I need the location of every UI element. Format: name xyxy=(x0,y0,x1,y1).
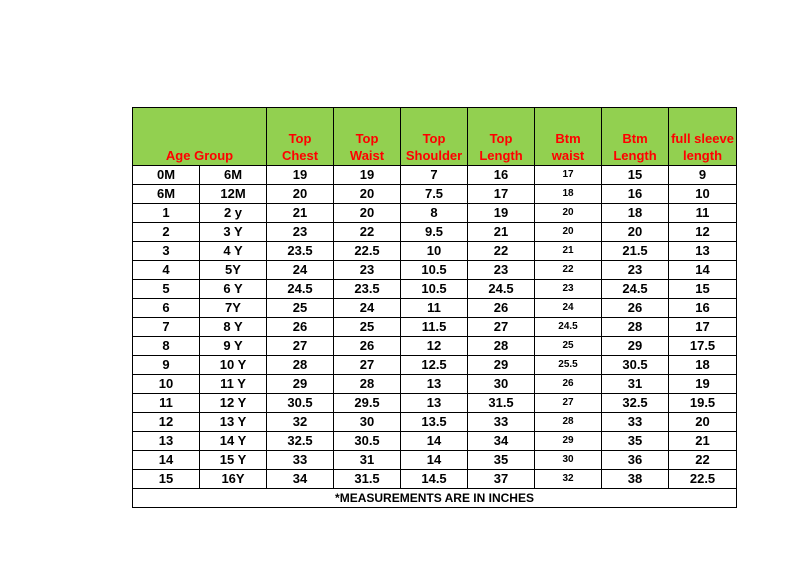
header-btm-waist-line1: Btm xyxy=(555,131,581,146)
age-from-cell: 8 xyxy=(133,337,200,356)
age-to-cell: 12 Y xyxy=(200,394,267,413)
age-from-cell: 7 xyxy=(133,318,200,337)
age-to-cell: 11 Y xyxy=(200,375,267,394)
btm-waist-cell: 17 xyxy=(535,166,602,185)
age-from-cell: 6 xyxy=(133,299,200,318)
top-waist-cell: 22 xyxy=(334,223,401,242)
header-top-length xyxy=(468,108,535,166)
age-from-cell: 3 xyxy=(133,242,200,261)
header-top-shoulder-line2: Shoulder xyxy=(405,148,463,163)
header-top-waist xyxy=(334,108,401,166)
age-from-cell: 6M xyxy=(133,185,200,204)
btm-length-cell: 38 xyxy=(602,470,669,489)
table-row xyxy=(133,223,737,242)
top-waist-cell: 31.5 xyxy=(334,470,401,489)
full-sleeve-cell: 15 xyxy=(669,280,737,299)
age-from-cell: 2 xyxy=(133,223,200,242)
top-length-cell: 29 xyxy=(468,356,535,375)
age-to-cell: 6M xyxy=(200,166,267,185)
btm-waist-cell: 30 xyxy=(535,451,602,470)
table-row xyxy=(133,166,737,185)
top-length-cell: 21 xyxy=(468,223,535,242)
header-top-length-line1: Top xyxy=(489,131,513,146)
full-sleeve-cell: 14 xyxy=(669,261,737,280)
table-row xyxy=(133,185,737,204)
top-chest-cell: 33 xyxy=(267,451,334,470)
btm-length-cell: 20 xyxy=(602,223,669,242)
header-top-chest-line1: Top xyxy=(288,131,312,146)
top-shoulder-cell: 12.5 xyxy=(401,356,468,375)
btm-length-cell: 26 xyxy=(602,299,669,318)
age-from-cell: 10 xyxy=(133,375,200,394)
btm-waist-cell: 23 xyxy=(535,280,602,299)
top-chest-cell: 32 xyxy=(267,413,334,432)
top-chest-cell: 26 xyxy=(267,318,334,337)
top-length-cell: 27 xyxy=(468,318,535,337)
top-waist-cell: 29.5 xyxy=(334,394,401,413)
btm-length-cell: 35 xyxy=(602,432,669,451)
btm-length-cell: 36 xyxy=(602,451,669,470)
top-chest-cell: 24.5 xyxy=(267,280,334,299)
header-age-group xyxy=(133,108,267,166)
table-row xyxy=(133,299,737,318)
age-to-cell: 7Y xyxy=(200,299,267,318)
top-length-cell: 28 xyxy=(468,337,535,356)
top-shoulder-cell: 13 xyxy=(401,375,468,394)
table-row xyxy=(133,261,737,280)
btm-waist-cell: 18 xyxy=(535,185,602,204)
btm-length-cell: 31 xyxy=(602,375,669,394)
table-row xyxy=(133,204,737,223)
table-row xyxy=(133,318,737,337)
header-top-waist-line1: Top xyxy=(355,131,379,146)
header-full-sleeve-line2: length xyxy=(683,148,723,163)
top-chest-cell: 34 xyxy=(267,470,334,489)
btm-waist-cell: 25 xyxy=(535,337,602,356)
top-shoulder-cell: 13 xyxy=(401,394,468,413)
top-waist-cell: 23 xyxy=(334,261,401,280)
table-row xyxy=(133,280,737,299)
btm-waist-cell: 28 xyxy=(535,413,602,432)
header-top-shoulder-line1: Top xyxy=(422,131,446,146)
table-row xyxy=(133,375,737,394)
header-btm-length xyxy=(602,108,669,166)
top-waist-cell: 20 xyxy=(334,185,401,204)
header-btm-waist xyxy=(535,108,602,166)
footer-row xyxy=(133,489,737,508)
btm-length-cell: 21.5 xyxy=(602,242,669,261)
header-age-group-label: Age Group xyxy=(165,148,234,163)
top-shoulder-cell: 10.5 xyxy=(401,261,468,280)
top-shoulder-cell: 11 xyxy=(401,299,468,318)
top-length-cell: 24.5 xyxy=(468,280,535,299)
top-shoulder-cell: 12 xyxy=(401,337,468,356)
table-row xyxy=(133,413,737,432)
header-row xyxy=(133,108,737,166)
top-waist-cell: 19 xyxy=(334,166,401,185)
age-to-cell: 9 Y xyxy=(200,337,267,356)
age-from-cell: 11 xyxy=(133,394,200,413)
top-chest-cell: 29 xyxy=(267,375,334,394)
age-from-cell: 1 xyxy=(133,204,200,223)
age-to-cell: 5Y xyxy=(200,261,267,280)
header-full-sleeve xyxy=(669,108,737,166)
table-body xyxy=(133,166,737,489)
age-from-cell: 14 xyxy=(133,451,200,470)
table-row xyxy=(133,432,737,451)
age-to-cell: 13 Y xyxy=(200,413,267,432)
top-shoulder-cell: 13.5 xyxy=(401,413,468,432)
age-from-cell: 0M xyxy=(133,166,200,185)
btm-length-cell: 16 xyxy=(602,185,669,204)
btm-waist-cell: 27 xyxy=(535,394,602,413)
top-shoulder-cell: 14 xyxy=(401,451,468,470)
btm-waist-cell: 21 xyxy=(535,242,602,261)
btm-waist-cell: 20 xyxy=(535,204,602,223)
top-shoulder-cell: 9.5 xyxy=(401,223,468,242)
header-btm-waist-line2: waist xyxy=(551,148,585,163)
btm-waist-cell: 20 xyxy=(535,223,602,242)
top-chest-cell: 25 xyxy=(267,299,334,318)
age-to-cell: 2 y xyxy=(200,204,267,223)
btm-length-cell: 24.5 xyxy=(602,280,669,299)
top-length-cell: 30 xyxy=(468,375,535,394)
top-length-cell: 33 xyxy=(468,413,535,432)
size-chart-table xyxy=(132,107,737,508)
btm-length-cell: 29 xyxy=(602,337,669,356)
age-to-cell: 14 Y xyxy=(200,432,267,451)
full-sleeve-cell: 10 xyxy=(669,185,737,204)
btm-length-cell: 23 xyxy=(602,261,669,280)
top-waist-cell: 27 xyxy=(334,356,401,375)
full-sleeve-cell: 9 xyxy=(669,166,737,185)
full-sleeve-cell: 16 xyxy=(669,299,737,318)
top-length-cell: 37 xyxy=(468,470,535,489)
header-full-sleeve-line1: full sleeve xyxy=(671,131,734,146)
top-waist-cell: 20 xyxy=(334,204,401,223)
btm-length-cell: 33 xyxy=(602,413,669,432)
btm-waist-cell: 26 xyxy=(535,375,602,394)
top-chest-cell: 20 xyxy=(267,185,334,204)
top-length-cell: 35 xyxy=(468,451,535,470)
btm-length-cell: 30.5 xyxy=(602,356,669,375)
btm-waist-cell: 22 xyxy=(535,261,602,280)
top-length-cell: 17 xyxy=(468,185,535,204)
top-shoulder-cell: 10.5 xyxy=(401,280,468,299)
top-chest-cell: 32.5 xyxy=(267,432,334,451)
top-length-cell: 23 xyxy=(468,261,535,280)
age-to-cell: 6 Y xyxy=(200,280,267,299)
header-top-waist-line2: Waist xyxy=(349,148,385,163)
top-waist-cell: 24 xyxy=(334,299,401,318)
top-waist-cell: 25 xyxy=(334,318,401,337)
btm-length-cell: 15 xyxy=(602,166,669,185)
age-to-cell: 4 Y xyxy=(200,242,267,261)
top-chest-cell: 23.5 xyxy=(267,242,334,261)
full-sleeve-cell: 19 xyxy=(669,375,737,394)
age-to-cell: 15 Y xyxy=(200,451,267,470)
top-length-cell: 34 xyxy=(468,432,535,451)
top-shoulder-cell: 14 xyxy=(401,432,468,451)
full-sleeve-cell: 17.5 xyxy=(669,337,737,356)
btm-length-cell: 18 xyxy=(602,204,669,223)
full-sleeve-cell: 12 xyxy=(669,223,737,242)
top-waist-cell: 28 xyxy=(334,375,401,394)
top-length-cell: 26 xyxy=(468,299,535,318)
top-shoulder-cell: 10 xyxy=(401,242,468,261)
top-shoulder-cell: 7.5 xyxy=(401,185,468,204)
table-row xyxy=(133,337,737,356)
full-sleeve-cell: 11 xyxy=(669,204,737,223)
btm-waist-cell: 32 xyxy=(535,470,602,489)
header-top-chest-line2: Chest xyxy=(281,148,319,163)
age-from-cell: 13 xyxy=(133,432,200,451)
table-footer xyxy=(133,489,737,508)
age-to-cell: 10 Y xyxy=(200,356,267,375)
top-waist-cell: 26 xyxy=(334,337,401,356)
top-waist-cell: 23.5 xyxy=(334,280,401,299)
full-sleeve-cell: 18 xyxy=(669,356,737,375)
top-waist-cell: 30 xyxy=(334,413,401,432)
header-btm-length-line1: Btm xyxy=(622,131,648,146)
top-waist-cell: 30.5 xyxy=(334,432,401,451)
header-top-shoulder xyxy=(401,108,468,166)
header-top-chest xyxy=(267,108,334,166)
top-chest-cell: 27 xyxy=(267,337,334,356)
age-to-cell: 8 Y xyxy=(200,318,267,337)
top-shoulder-cell: 8 xyxy=(401,204,468,223)
btm-waist-cell: 24 xyxy=(535,299,602,318)
table-row xyxy=(133,394,737,413)
table-row xyxy=(133,356,737,375)
top-chest-cell: 30.5 xyxy=(267,394,334,413)
top-length-cell: 31.5 xyxy=(468,394,535,413)
age-from-cell: 9 xyxy=(133,356,200,375)
full-sleeve-cell: 21 xyxy=(669,432,737,451)
age-from-cell: 4 xyxy=(133,261,200,280)
top-chest-cell: 23 xyxy=(267,223,334,242)
btm-waist-cell: 24.5 xyxy=(535,318,602,337)
header-btm-length-line2: Length xyxy=(613,148,657,163)
btm-length-cell: 28 xyxy=(602,318,669,337)
top-waist-cell: 31 xyxy=(334,451,401,470)
top-shoulder-cell: 7 xyxy=(401,166,468,185)
top-length-cell: 16 xyxy=(468,166,535,185)
top-length-cell: 22 xyxy=(468,242,535,261)
btm-length-cell: 32.5 xyxy=(602,394,669,413)
btm-waist-cell: 29 xyxy=(535,432,602,451)
top-shoulder-cell: 14.5 xyxy=(401,470,468,489)
full-sleeve-cell: 17 xyxy=(669,318,737,337)
full-sleeve-cell: 22 xyxy=(669,451,737,470)
top-chest-cell: 28 xyxy=(267,356,334,375)
age-to-cell: 3 Y xyxy=(200,223,267,242)
top-chest-cell: 24 xyxy=(267,261,334,280)
table-row xyxy=(133,242,737,261)
btm-waist-cell: 25.5 xyxy=(535,356,602,375)
top-chest-cell: 21 xyxy=(267,204,334,223)
header-top-length-line2: Length xyxy=(479,148,523,163)
table-row xyxy=(133,470,737,489)
full-sleeve-cell: 13 xyxy=(669,242,737,261)
top-chest-cell: 19 xyxy=(267,166,334,185)
age-to-cell: 12M xyxy=(200,185,267,204)
age-from-cell: 12 xyxy=(133,413,200,432)
age-from-cell: 15 xyxy=(133,470,200,489)
measurement-note: *MEASUREMENTS ARE IN INCHES xyxy=(133,489,737,508)
table-header xyxy=(133,108,737,166)
top-shoulder-cell: 11.5 xyxy=(401,318,468,337)
table-row xyxy=(133,451,737,470)
full-sleeve-cell: 22.5 xyxy=(669,470,737,489)
age-to-cell: 16Y xyxy=(200,470,267,489)
age-from-cell: 5 xyxy=(133,280,200,299)
full-sleeve-cell: 19.5 xyxy=(669,394,737,413)
top-waist-cell: 22.5 xyxy=(334,242,401,261)
top-length-cell: 19 xyxy=(468,204,535,223)
full-sleeve-cell: 20 xyxy=(669,413,737,432)
